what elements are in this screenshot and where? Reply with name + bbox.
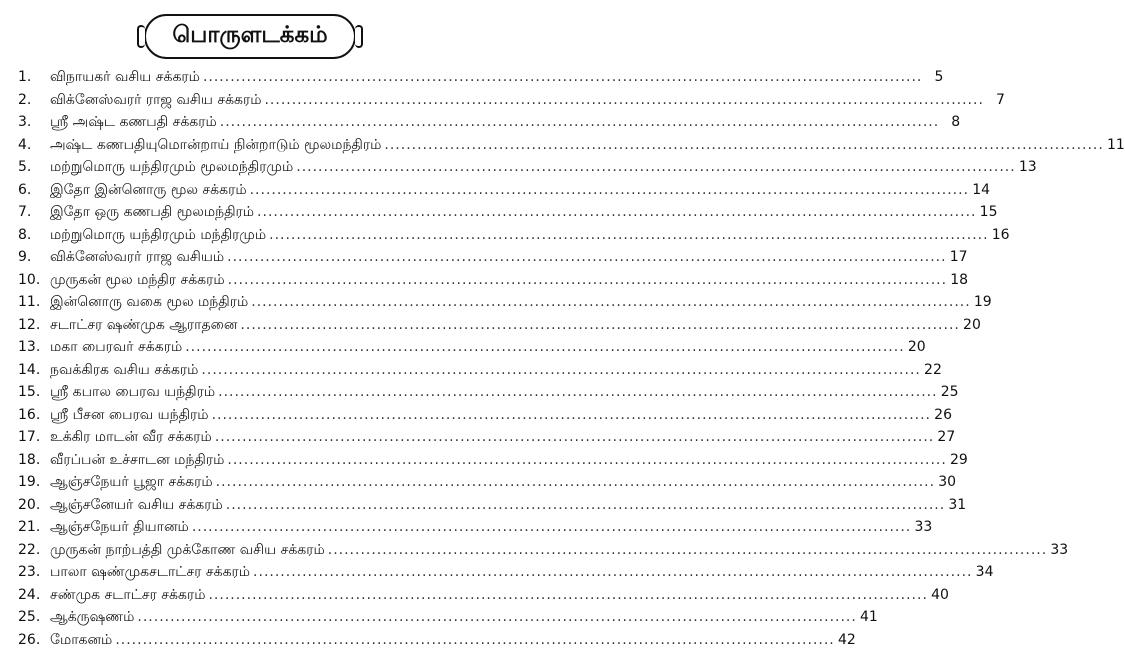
- toc-page-number: 27: [937, 429, 956, 445]
- toc-page-number: 15: [979, 204, 998, 220]
- heading-wrapper: [0, 14, 500, 59]
- dot-leader: [115, 629, 834, 652]
- toc-title: முருகன் மூல மந்திர சக்கரம்: [50, 271, 225, 288]
- toc-number: 9.: [18, 249, 32, 265]
- toc-title: நவக்கிரக வசிய சக்கரம்: [50, 361, 199, 378]
- dot-leader: [218, 381, 937, 404]
- toc-title: முருகன் நாற்பத்தி முக்கோண வசிய சக்கரம்: [50, 541, 325, 558]
- toc-title: இன்னொரு வகை மூல மந்திரம்: [50, 294, 249, 310]
- toc-page-number: 20: [907, 339, 926, 355]
- dot-leader: [215, 426, 934, 449]
- toc-number: 25.: [18, 609, 41, 625]
- toc-title: அஷ்ட கணபதியுமொன்றாய் நின்றாடும் மூலமந்திரம்: [50, 136, 382, 153]
- toc-number: 16.: [18, 406, 41, 423]
- toc-number: 8.: [18, 226, 32, 243]
- dot-leader: [208, 584, 927, 607]
- dot-leader: [240, 314, 959, 337]
- dot-leader: [269, 224, 988, 247]
- dot-leader: [227, 246, 946, 269]
- toc-title: ஸ்ரீ பீசன பைரவ யந்திரம்: [50, 406, 209, 423]
- toc-page-number: 18: [950, 271, 969, 288]
- toc-row: [18, 224, 1010, 247]
- toc-number: 24.: [18, 586, 41, 603]
- dot-leader: [185, 336, 904, 359]
- toc-number: 14.: [18, 361, 41, 378]
- toc-number: 12.: [18, 316, 41, 333]
- toc-title: பாலா ஷண்முகசடாட்சர சக்கரம்: [50, 564, 251, 580]
- toc-page-number: 33: [1050, 541, 1069, 558]
- toc-row: [18, 179, 991, 202]
- toc-row: [18, 539, 1069, 562]
- toc-row: [18, 201, 998, 224]
- toc-row: [18, 314, 981, 337]
- toc-title: ஸ்ரீ கபால பைரவ யந்திரம்: [50, 384, 216, 400]
- dot-leader: [264, 89, 983, 112]
- toc-number: 26.: [18, 631, 41, 648]
- toc-page-number: 20: [963, 316, 981, 333]
- toc-number: 22.: [18, 541, 41, 558]
- toc-number: 7.: [18, 204, 32, 220]
- table-of-contents: [18, 66, 1125, 651]
- toc-number: 21.: [18, 519, 41, 535]
- toc-number: 3.: [18, 114, 32, 130]
- dot-leader: [227, 449, 946, 472]
- toc-title: ஆஞ்சனேயர் வசிய சக்கரம்: [50, 496, 223, 513]
- toc-row: [18, 561, 994, 584]
- toc-page-number: 17: [949, 249, 968, 265]
- page-title: பொருளடக்கம்: [144, 14, 355, 59]
- toc-page-number: 22: [924, 361, 942, 378]
- toc-page-number: 7: [996, 91, 1005, 108]
- toc-number: 19.: [18, 474, 41, 490]
- dot-leader: [296, 156, 1015, 179]
- toc-title: மற்றுமொரு யந்திரமும் மூலமந்திரமும்: [50, 159, 294, 175]
- toc-page-number: 29: [950, 451, 968, 468]
- toc-page-number: 16: [991, 226, 1010, 243]
- toc-number: 1.: [18, 69, 32, 85]
- toc-number: 2.: [18, 91, 32, 108]
- toc-title: மற்றுமொரு யந்திரமும் மந்திரமும்: [50, 226, 267, 243]
- toc-page-number: 26: [934, 406, 952, 423]
- toc-title: விக்னேஸ்வரர் ராஜ வசிய சக்கரம்: [50, 91, 262, 108]
- toc-title: ஆஞ்சநேயர் தியானம்: [50, 519, 189, 535]
- toc-title: ஆக்ருஷணம்: [50, 609, 135, 625]
- toc-page-number: 5: [934, 69, 944, 85]
- toc-title: விநாயகர் வசிய சக்கரம்: [50, 69, 200, 85]
- toc-title: வீரப்பன் உச்சாடன மந்திரம்: [50, 451, 225, 468]
- toc-page-number: 42: [837, 631, 856, 648]
- toc-row: [18, 89, 1005, 112]
- toc-row: [18, 426, 956, 449]
- toc-row: [18, 269, 969, 292]
- toc-row: [18, 336, 926, 359]
- toc-title: ஆஞ்சநேயர் பூஜா சக்கரம்: [50, 474, 213, 490]
- toc-row: [18, 629, 856, 652]
- toc-page-number: 41: [860, 609, 878, 625]
- dot-leader: [226, 494, 945, 517]
- toc-row: [18, 471, 957, 494]
- toc-row: [18, 111, 961, 134]
- toc-number: 5.: [18, 159, 32, 175]
- dot-leader: [251, 291, 970, 314]
- toc-page-number: 25: [940, 384, 959, 400]
- toc-title: மோகனம்: [50, 631, 113, 648]
- dot-leader: [203, 66, 922, 89]
- toc-title: சடாட்சர ஷண்முக ஆராதனை: [50, 316, 238, 333]
- dot-leader: [228, 269, 947, 292]
- toc-title: சண்முக சடாட்சர சக்கரம்: [50, 586, 206, 603]
- toc-row: [18, 516, 933, 539]
- dot-leader: [384, 134, 1103, 157]
- toc-page-number: 34: [975, 564, 994, 580]
- dot-leader: [201, 359, 920, 382]
- toc-number: 17.: [18, 429, 41, 445]
- toc-title: விக்னேஸ்வரர் ராஜ வசியம்: [50, 249, 225, 265]
- toc-row: [18, 606, 878, 629]
- toc-page-number: 14: [972, 181, 991, 198]
- toc-title: இதோ ஒரு கணபதி மூலமந்திரம்: [50, 204, 255, 220]
- toc-number: 23.: [18, 564, 41, 580]
- toc-page-number: 30: [938, 474, 957, 490]
- dot-leader: [137, 606, 856, 629]
- toc-row: [18, 156, 1037, 179]
- toc-page-number: 31: [948, 496, 967, 513]
- toc-page-number: 8: [951, 114, 961, 130]
- toc-row: [18, 381, 959, 404]
- toc-row: [18, 494, 967, 517]
- toc-page-number: 33: [914, 519, 933, 535]
- toc-page-number: 40: [931, 586, 949, 603]
- toc-row: [18, 584, 949, 607]
- dot-leader: [250, 179, 969, 202]
- toc-number: 15.: [18, 384, 41, 400]
- toc-title: மகா பைரவர் சக்கரம்: [50, 339, 183, 355]
- toc-page-number: 19: [973, 294, 992, 310]
- toc-number: 20.: [18, 496, 41, 513]
- toc-row: [18, 449, 968, 472]
- toc-number: 18.: [18, 451, 41, 468]
- toc-row: [18, 66, 944, 89]
- toc-number: 6.: [18, 181, 32, 198]
- toc-page-number: 13: [1018, 159, 1037, 175]
- dot-leader: [257, 201, 976, 224]
- toc-number: 11.: [18, 294, 41, 310]
- toc-row: [18, 246, 968, 269]
- dot-leader: [220, 111, 939, 134]
- toc-title: ஸ்ரீ அஷ்ட கணபதி சக்கரம்: [50, 114, 217, 130]
- dot-leader: [216, 471, 935, 494]
- toc-row: [18, 134, 1125, 157]
- dot-leader: [212, 404, 931, 427]
- toc-page-number: 11: [1107, 136, 1125, 153]
- toc-number: 13.: [18, 339, 41, 355]
- toc-title: இதோ இன்னொரு மூல சக்கரம்: [50, 181, 247, 198]
- dot-leader: [253, 561, 972, 584]
- toc-row: [18, 291, 992, 314]
- toc-row: [18, 404, 952, 427]
- toc-number: 4.: [18, 136, 32, 153]
- dot-leader: [192, 516, 911, 539]
- toc-row: [18, 359, 942, 382]
- dot-leader: [328, 539, 1047, 562]
- toc-number: 10.: [18, 271, 41, 288]
- toc-title: உக்கிர மாடன் வீர சக்கரம்: [50, 429, 212, 445]
